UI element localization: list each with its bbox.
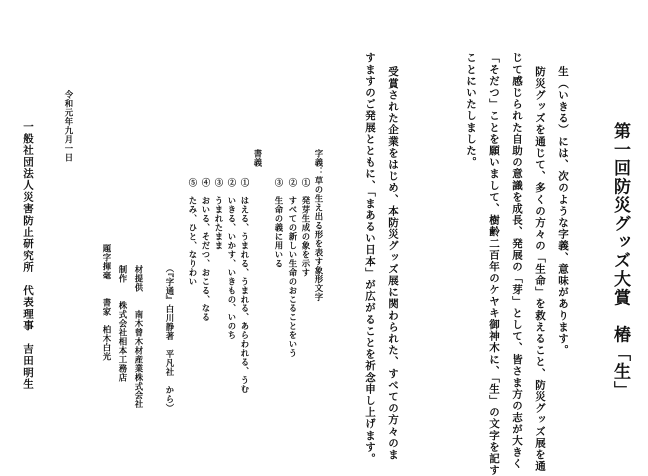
meaning-item: ① 発芽生成の象を示す [301,178,311,277]
credit-line: 制作 株式会社相本工務店 [118,265,128,382]
usage-item: ② いきる、いかす、いきもの、いのち [227,178,237,340]
usage-header: 書義 [253,149,263,167]
paragraph-line: ことにいたしました。 [465,52,477,168]
usage-item: ③ 生命の義に用いる [274,178,284,268]
source-note: （『字通』白川静著 平凡社 から） [165,264,175,413]
usage-item: ④ おいる、そだつ、おこる、なる [201,178,211,322]
paragraph-line: 生（いきる）には、次のような字義、意味があります。 [557,66,569,356]
usage-item: ③ うまれたまま [214,178,224,250]
organization-signature: 一般社団法人災害防止研究所 代表理事 吉田明生 [22,121,34,391]
paragraph-line: 受賞された企業をはじめ、本防災グッズ展に関わられた、すべての方々のま [387,66,399,461]
meaning-header: 字義：草の生え出る形を表す象形文字 [314,149,324,302]
paragraph-line: じて感じられた自助の意識を成長、発展の「芽」として、皆さま方の志が大きく [511,52,523,470]
paragraph-line: 防災グッズを通じて、多くの方々の「生命」を救えること、防災グッズ展を通 [534,66,546,472]
meaning-item: ② すべての新しい生命のおこることをいう [288,178,298,358]
usage-item: ① はえる、うまれる、うまれる、あらわれる、うむ [240,178,250,394]
paragraph-line: 「そだつ」ことを願いまして、樹齢二百年のケヤキ御神木に、「生」の文字を記す [488,52,500,476]
document-title: 第一回防災グッズ大賞 椿「生」 [610,122,630,400]
credit-line: 題字揮毫 書家 柏木白光 [102,244,112,361]
paragraph-line: すますのご発展とともに、「まあるい日本」が広がることを祈念申し上げます。 [364,52,376,465]
usage-item: ⑤ たみ、ひと、なりわい [188,178,198,286]
date: 令和元年九月一日 [64,90,74,162]
credit-line: 材提供 南木曾木材産業株式会社 [134,265,144,409]
